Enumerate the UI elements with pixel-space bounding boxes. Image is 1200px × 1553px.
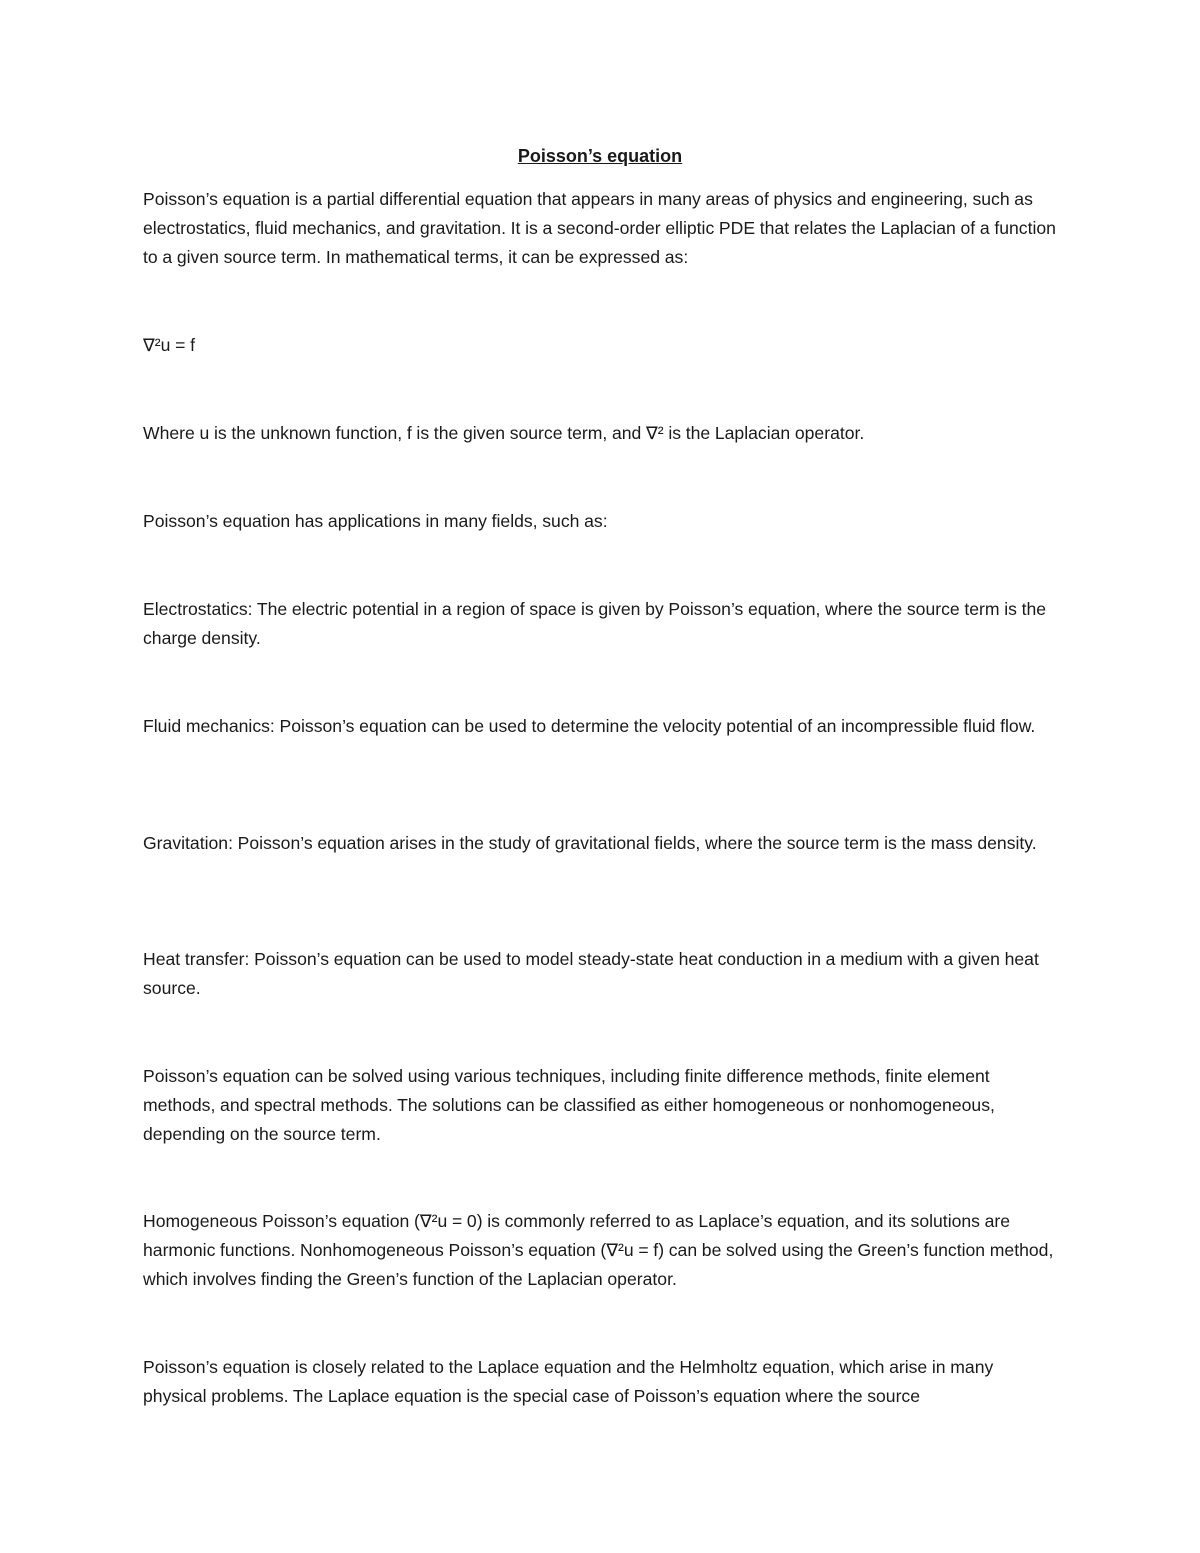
paragraph-electrostatics: Electrostatics: The electric potential in a region of space is given by Poisson’s equation, where the source term is the charge density. [143,599,1047,648]
paragraph-homogeneous: Homogeneous Poisson’s equation (∇²u = 0) is commonly referred to as Laplace’s equation, and its solutions are harmonic functions. Nonhomogeneous Poisson’s equation (∇²u = f) can be solved using the Green’s function method, which involves finding the Green’s function of the Laplacian operator. [143,1211,1054,1289]
paragraph-heat-transfer: Heat transfer: Poisson’s equation can be used to model steady-state heat conduction in a medium with a given heat source. [143,949,1039,998]
equation-poisson: ∇²u = f [143,335,195,355]
paragraph-related-equations: Poisson’s equation is closely related to the Laplace equation and the Helmholtz equation, which arise in many physical problems. The Laplace equation is the special case of Poisson’s equation where the source [143,1357,994,1406]
paragraph-fluid-mechanics: Fluid mechanics: Poisson’s equation can be used to determine the velocity potential of an incompressible fluid flow. [143,716,1036,736]
paragraph-solution-methods: Poisson’s equation can be solved using various techniques, including finite difference methods, finite element methods, and spectral methods. The solutions can be classified as either homogeneous or nonhomogeneous, depending on the source term. [143,1066,995,1144]
document-title: Poisson’s equation [517,146,683,166]
paragraph-intro: Poisson’s equation is a partial differential equation that appears in many areas of physics and engineering, such as electrostatics, fluid mechanics, and gravitation. It is a second-order elliptic PDE that relates the Laplacian of a function to a given source term. In mathematical terms, it can be expressed as: [143,189,1056,267]
paragraph-gravitation: Gravitation: Poisson’s equation arises in the study of gravitational fields, where the source term is the mass density. [143,833,1037,853]
paragraph-applications-intro: Poisson’s equation has applications in many fields, such as: [143,511,608,531]
paragraph-definitions: Where u is the unknown function, f is the given source term, and ∇² is the Laplacian operator. [143,423,865,443]
